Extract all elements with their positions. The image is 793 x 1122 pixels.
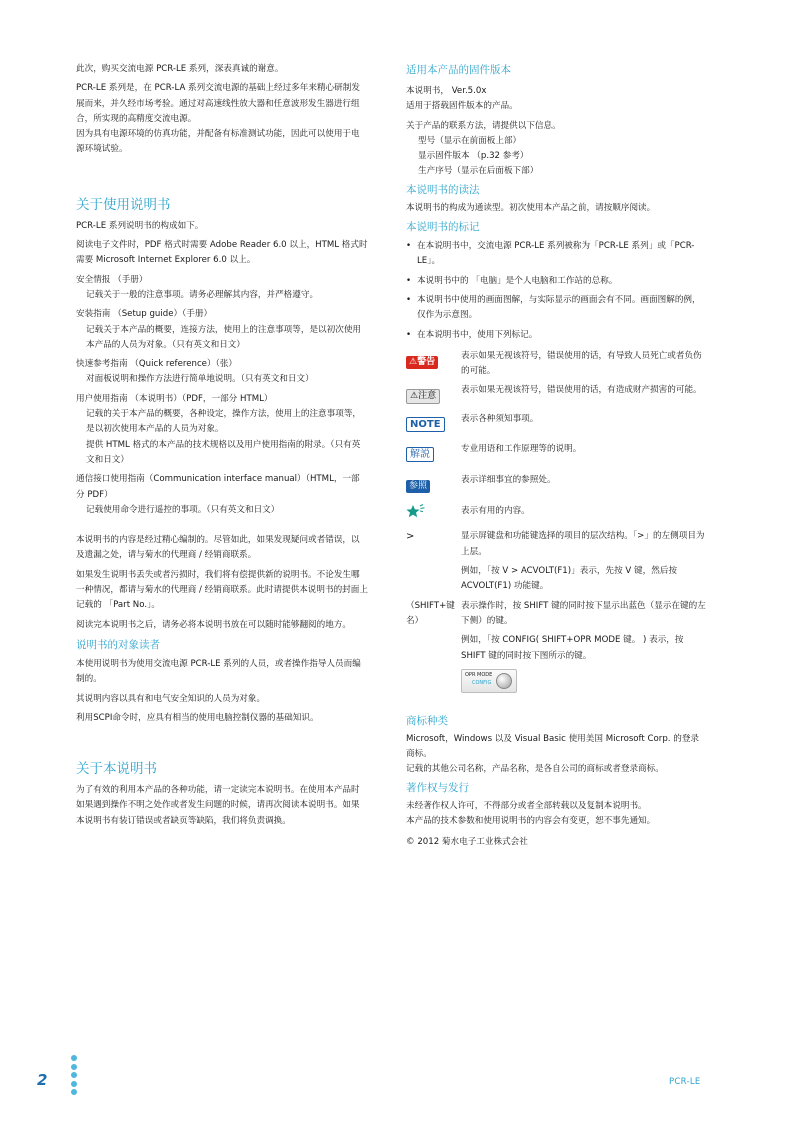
notation-bullet [406, 328, 706, 343]
reference-icon: 参照 [406, 480, 430, 493]
footer-dots-decoration [71, 1055, 77, 1098]
manual-intro: PCR-LE 系列说明书的构成如下。 [76, 220, 204, 231]
right-column [406, 62, 706, 851]
mark-warning-row [406, 349, 706, 380]
notation-heading: 本说明书的标记 [406, 221, 480, 234]
manual-reader-req: 阅读电子文件时，PDF 格式时需要 Adobe Reader 6.0 以上，HTML 格式时需要 Microsoft Internet Explorer 6.0 以上。 [76, 240, 368, 266]
mark-hierarchy-row [406, 529, 706, 594]
reading-heading: 本说明书的读法 [406, 183, 480, 196]
mark-reference-text: 表示详细事宜的参照处。 [461, 475, 556, 486]
mark-reference-row [406, 473, 706, 493]
firmware-info-model: 型号（显示在前面板上部） [418, 135, 522, 146]
mark-explanation-row [406, 442, 706, 462]
notation-bullet-text: 本说明书中使用的画面图解，与实际显示的画面会有不同。画面图解的例，仅作为示意图。 [417, 294, 701, 321]
manual-keep: 阅读完本说明书之后，请务必将本说明书放在可以随时能够翻阅的地方。 [76, 619, 352, 630]
readers-p2: 其说明内容以具有和电气安全知识的人员为对象。 [76, 693, 266, 704]
mark-tip-text: 表示有用的内容。 [461, 506, 530, 517]
left-column [76, 62, 368, 829]
manual-lost: 如果发生说明书丢失或者污损时，我们将有偿提供新的说明书。不论发生哪一种情况，都请与菊水的代理商 / 经销商联系。此时请提供本说明书的封面上记载的 「Part No.」。 [76, 569, 368, 611]
intro-thanks: 此次，购买交流电源 PCR-LE 系列，深表真诚的谢意。 [76, 64, 284, 74]
explanation-icon: 解説 [406, 447, 434, 462]
mark-shift-row [406, 599, 706, 693]
mark-note-text: 表示各种须知事项。 [461, 414, 539, 425]
shift-label: （SHIFT+键名） [406, 600, 455, 626]
mark-tip-row [406, 504, 706, 523]
bullet-dot: • [406, 241, 412, 252]
bullet-dot: • [406, 329, 412, 340]
firmware-heading: 适用本产品的固件版本 [406, 64, 511, 76]
copyright-p2: 本产品的技术参数和使用说明书的内容会有变更，恕不事先通知。 [406, 816, 656, 827]
key-knob-icon [496, 673, 512, 689]
about-heading: 关于本说明书 [76, 761, 157, 778]
trademark-heading: 商标种类 [406, 714, 448, 727]
manual-item-title: 用户使用指南 （本说明书）（PDF，一部分 HTML） [76, 393, 273, 404]
notation-bullet [406, 274, 706, 289]
copyright-heading: 著作权与发行 [406, 781, 469, 794]
bullet-dot: • [406, 294, 412, 305]
mark-note-row [406, 412, 706, 432]
notation-bullet [406, 293, 706, 324]
note-icon: NOTE [406, 417, 445, 432]
manual-item-desc: 记载的关于本产品的概要，各种设定，操作方法，使用上的注意事项等，是以初次使用本产品的人员为对象。 [86, 409, 362, 435]
mark-explanation-text: 专业用语和工作原理等的说明。 [461, 444, 582, 455]
manual-item-title: 通信接口使用指南（Communication interface manual）（HTML，一部分 PDF） [76, 474, 360, 500]
caution-icon: ⚠注意 [406, 389, 440, 404]
key-bottom-label: CONFIG [472, 679, 492, 686]
trademark-p2: 记载的其他公司名称，产品名称，是各自公司的商标或者登录商标。 [406, 764, 664, 775]
firmware-info-serial: 生产序号（显示在后面板下部） [418, 166, 539, 177]
shift-text: 表示操作时，按 SHIFT 键的同时按下显示出蓝色（显示在键的左下侧）的键。 [461, 600, 706, 626]
trademark-p1: Microsoft，Windows 以及 Visual Basic 使用美国 Microsoft Corp. 的登录商标。 [406, 733, 700, 760]
manual-item-desc-2: 提供 HTML 格式的本产品的技术规格以及用户使用指南的附录。（只有英文和日文） [86, 439, 361, 465]
readers-p3: 利用SCPI命令时，应具有相当的使用电脑控制仪器的基础知识。 [76, 712, 319, 723]
notation-bullet [406, 239, 706, 270]
notation-bullet-text: 在本说明书中，使用下列标记。 [417, 329, 538, 340]
bullet-dot: • [406, 275, 412, 286]
hierarchy-example: 例如，「按 V > ACVOLT(F1)」表示，先按 V 键，然后按 ACVOLT(F1) 功能键。 [461, 566, 678, 592]
mark-caution-text: 表示如果无视该符号，错误使用的话，有造成财产损害的可能。 [461, 385, 702, 396]
firmware-version: 本说明书， Ver.5.0x [406, 86, 487, 96]
star-tip-icon [406, 504, 426, 519]
about-p1: 为了有效的利用本产品的各种功能，请一定读完本说明书。在使用本产品时如果遇到操作不明之处作或者发生问题的时候，请再次阅读本说明书。如果本说明书有装订错误或者缺页等缺陷，我们将负责调换。 [76, 785, 360, 826]
shift-example: 例如，「按 CONFIG( SHIFT+OPR MODE 键。 ) 表示，按 SHIFT 键的同时按下图所示的键。 [461, 635, 684, 661]
firmware-info-version: 显示固件版本 （p.32 参考） [418, 151, 529, 162]
manual-item-title: 快速参考指南 （Quick reference）（张） [76, 359, 238, 370]
copyright-p1: 未经著作权人许可，不得部分或者全部转载以及复制本说明书。 [406, 800, 647, 811]
intro-function: 因为具有电源环境的仿真功能，并配备有标准测试功能，因此可以使用于电源环境试验。 [76, 129, 360, 155]
mark-warning-text: 表示如果无视该符号，错误使用的话，有导致人员死亡或者负伤的可能。 [461, 350, 702, 377]
reading-p1: 本说明书的构成为通读型。初次使用本产品之前，请按顺序阅读。 [406, 202, 656, 213]
manual-item-desc: 记载关于一般的注意事项。请务必理解其内容，并严格遵守。 [86, 289, 319, 300]
manual-item-desc: 记载使用命令进行遥控的事项。（只有英文和日文） [86, 504, 280, 515]
key-top-label: OPR MODE [465, 671, 493, 678]
copyright-notice: © 2012 菊水电子工业株式会社 [406, 837, 528, 848]
firmware-applies: 适用于搭载固件版本的产品。 [406, 101, 518, 112]
manual-heading: 关于使用说明书 [76, 196, 171, 213]
hierarchy-symbol: > [406, 531, 415, 543]
notation-bullet-text: 本说明书中的 「电脑」是个人电脑和工作站的总称。 [417, 275, 618, 286]
mark-caution-row [406, 383, 706, 404]
intro-series: PCR-LE 系列是，在 PCR-LA 系列交流电源的基础上经过多年来精心研制发展而来，并久经市场考验。通过对高速线性放大器和任意波形发生器进行组合，所实现的高精度交流电源。 [76, 83, 360, 124]
firmware-contact: 关于产品的联系方法，请提供以下信息。 [406, 120, 561, 131]
footer-model-name: PCR-LE [669, 1077, 701, 1087]
readers-heading: 说明书的对象读者 [76, 638, 160, 651]
readers-p1: 本使用说明书为使用交流电源 PCR-LE 系列的人员，或者操作指导人员而编制的。 [76, 658, 361, 685]
hierarchy-text: 显示屏键盘和功能键选择的项目的层次结构。「>」的左侧项目为上层。 [461, 531, 705, 557]
manual-item-desc: 对面板说明和操作方法进行简单地说明。（只有英文和日文） [86, 374, 314, 385]
manual-item-title: 安全情报 （手册） [76, 274, 148, 285]
warning-icon: ⚠警告 [406, 356, 438, 369]
manual-errata: 本说明书的内容是经过精心编制的。尽管如此，如果发现疑问或者错误，以及遗漏之处，请与菊水的代理商 / 经销商联系。 [76, 535, 360, 561]
manual-item-title: 安装指南 （Setup guide）（手册） [76, 309, 213, 320]
notation-bullet-text: 在本说明书中，交流电源 PCR-LE 系列被称为「PCR-LE 系列」或「PCR-LE」。 [417, 241, 695, 267]
opr-mode-key-image [461, 669, 517, 693]
page-number: 2 [37, 1071, 48, 1089]
manual-item-desc: 记载关于本产品的概要，连接方法，使用上的注意事项等，是以初次使用本产品的人员为对象。（只有英文和日文） [86, 324, 362, 350]
